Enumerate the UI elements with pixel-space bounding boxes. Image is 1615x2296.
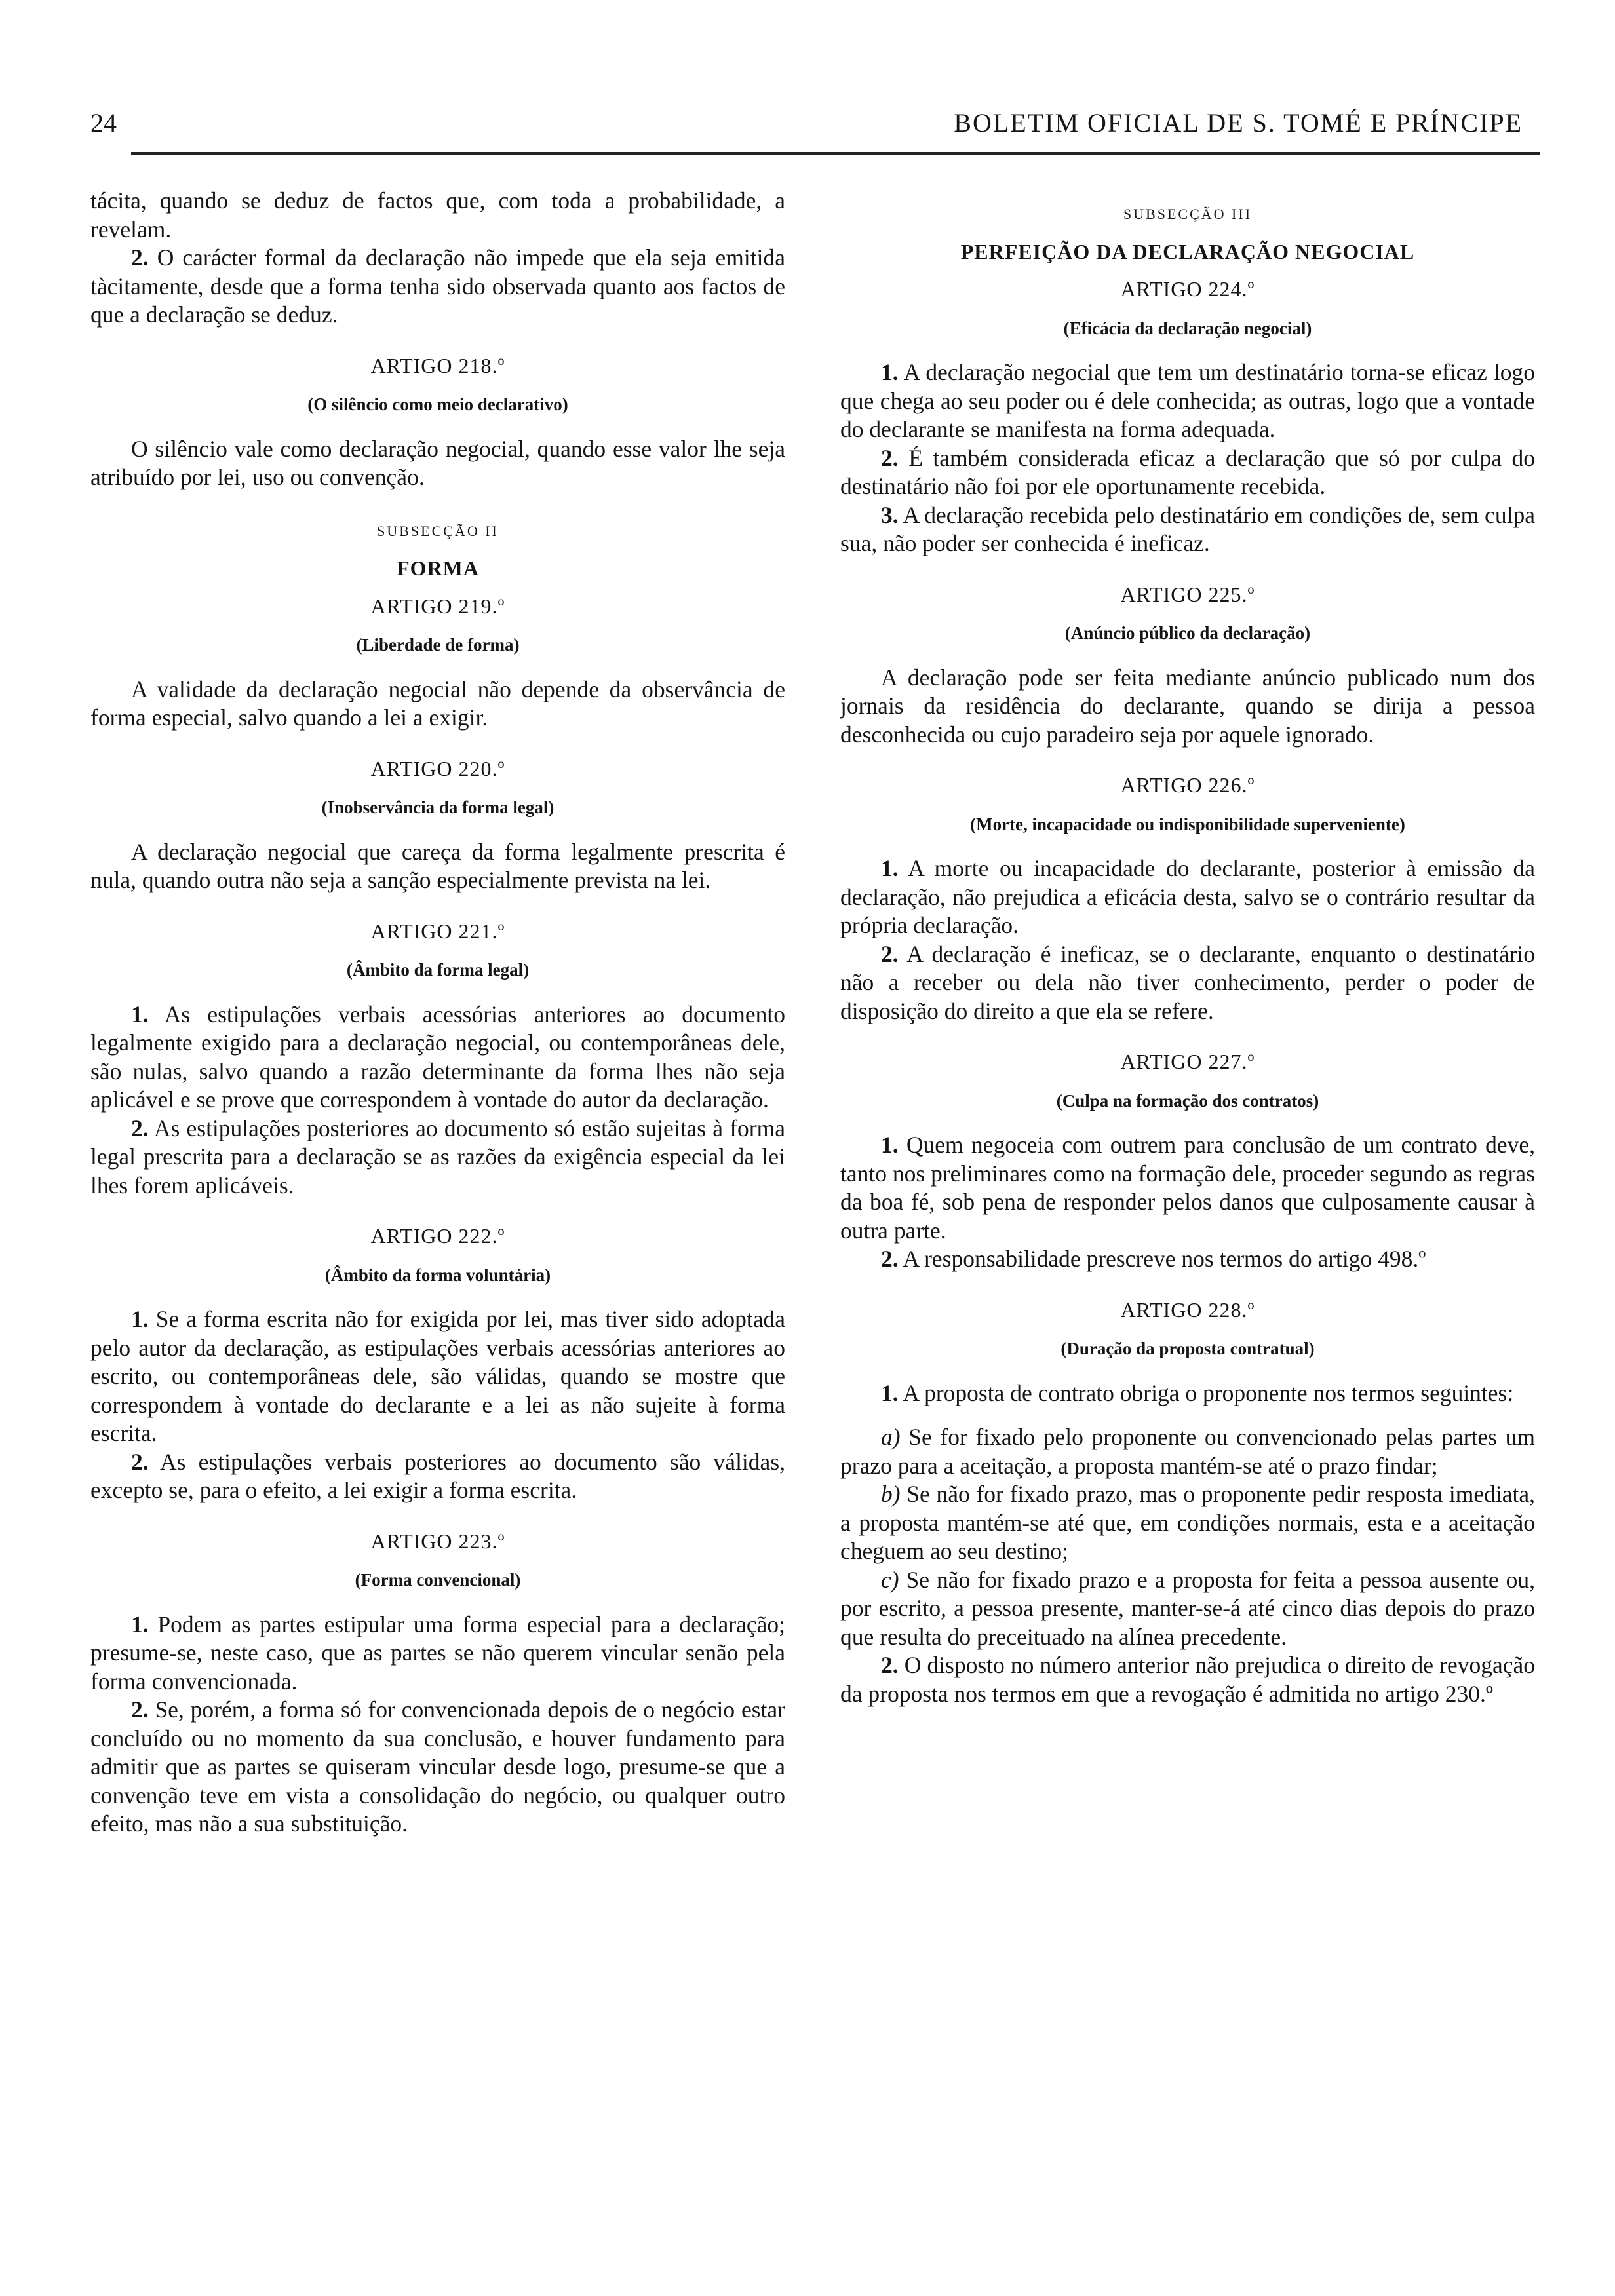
article-title: ARTIGO 225.º — [1120, 582, 1255, 606]
article-item — [90, 1305, 785, 1448]
item-number: 1. — [881, 359, 899, 385]
article-title: ARTIGO 221.º — [370, 919, 505, 943]
article-item — [840, 358, 1535, 444]
article-item — [840, 940, 1535, 1026]
article-heading: (O silêncio como meio declarativo) — [307, 394, 568, 414]
item-number: 1. — [131, 1306, 149, 1332]
article-heading: (Anúncio público da declaração) — [1064, 623, 1311, 643]
article-225 — [840, 581, 1535, 750]
item-text: A declaração negocial que tem um destinatário torna-se eficaz logo que chega ao seu poder ou é dele conhecida; as outras, logo que a vontade do declarante se manifesta na forma adequada. — [840, 359, 1535, 442]
item-text: A proposta de contrato obriga o proponente nos termos seguintes: — [903, 1379, 1514, 1406]
article-222 — [90, 1222, 785, 1505]
item-number: 2. — [131, 1696, 149, 1723]
subsection-label: SUBSECÇÃO II — [377, 522, 499, 539]
alinea-text: Se for fixado pelo proponente ou convencionado pelas partes um prazo para a aceitação, a proposta mantém-se até o prazo findar; — [840, 1424, 1535, 1479]
item-number: 2. — [881, 1652, 899, 1678]
alinea-c — [840, 1566, 1535, 1652]
right-column — [840, 187, 1535, 1708]
article-221 — [90, 917, 785, 1200]
article-title: ARTIGO 226.º — [1120, 773, 1255, 797]
item-number: 3. — [881, 501, 899, 528]
item-number: 2. — [131, 1115, 149, 1141]
header-rule — [131, 152, 1540, 155]
article-228 — [840, 1296, 1535, 1709]
item-number: 1. — [881, 1132, 899, 1158]
item-text: Se, porém, a forma só for convencionada depois de o negócio estar concluído ou no momento da sua conclusão, e houver fundamento para admitir que as partes se quiseram vincular desde logo, presume-se que a convenção teve em vista a consolidação do negócio, ou qualquer outro efeito, mas não a sua substituição. — [90, 1696, 785, 1837]
alinea-label: b) — [881, 1481, 901, 1507]
article-heading: (Âmbito da forma legal) — [346, 960, 530, 980]
item-number: 2. — [131, 1448, 149, 1475]
item-text: A declaração é ineficaz, se o declarante, enquanto o destinatário não a receber ou dela não tiver conhecimento, perder o poder de disposição do direito a que ela se refere. — [840, 940, 1535, 1024]
alinea-text: Se não for fixado prazo, mas o proponente pedir resposta imediata, a proposta mantém-se até que, em condições normais, esta e a aceitação cheguem ao seu destino; — [840, 1481, 1535, 1564]
carry-over-item-2 — [90, 244, 785, 330]
article-item — [840, 1651, 1535, 1708]
item-text: Se a forma escrita não for exigida por lei, mas tiver sido adoptada pelo autor da declaração, as estipulações verbais acessórias anteriores ao escrito, ou contemporâneas dele, são válidas, quando se mostre que correspondem à vontade do declarante e a lei as não sujeite à forma escrita. — [90, 1306, 785, 1446]
item-text: As estipulações verbais posteriores ao documento são válidas, excepto se, para o efeito, a lei exigir a forma escrita. — [90, 1448, 785, 1503]
article-item — [90, 1611, 785, 1696]
article-227 — [840, 1048, 1535, 1274]
alinea-a — [840, 1423, 1535, 1480]
item-text: O carácter formal da declaração não impede que ela seja emitida tàcitamente, desde que a forma tenha sido observada quanto aos factos de que a declaração se deduz. — [90, 244, 786, 328]
article-title: ARTIGO 219.º — [370, 594, 505, 618]
article-heading: (Âmbito da forma voluntária) — [324, 1265, 551, 1285]
item-text: A declaração recebida pelo destinatário em condições de, sem culpa sua, não poder ser conhecida é ineficaz. — [840, 501, 1535, 556]
article-title: ARTIGO 227.º — [1120, 1050, 1255, 1073]
article-224 — [840, 275, 1535, 558]
item-text: O disposto no número anterior não prejudica o direito de revogação da proposta nos termos em que a revogação é admitida no artigo 230.º — [840, 1652, 1535, 1707]
article-heading: (Liberdade de forma) — [356, 635, 520, 655]
article-item — [840, 1245, 1535, 1274]
article-title: ARTIGO 224.º — [1120, 277, 1255, 301]
article-item — [840, 854, 1535, 940]
article-item — [840, 1131, 1535, 1245]
item-text: Quem negoceia com outrem para conclusão de um contrato deve, tanto nos preliminares como na formação dele, proceder segundo as regras da boa fé, sob pena de responder pelos danos que culposamente causar à outra parte. — [840, 1132, 1536, 1244]
alinea-text: Se não for fixado prazo e a proposta for feita a pessoa ausente ou, por escrito, a pessoa presente, manter-se-á até cinco dias depois do prazo que resulta do preceituado na alínea precedente. — [840, 1566, 1536, 1650]
subsection-label: SUBSECÇÃO III — [1123, 206, 1253, 222]
article-heading: (Culpa na formação dos contratos) — [1056, 1090, 1319, 1111]
item-number: 2. — [881, 1246, 899, 1272]
article-heading: (Duração da proposta contratual) — [1060, 1339, 1315, 1358]
article-item — [840, 1379, 1535, 1408]
alinea-label: c) — [881, 1566, 899, 1593]
article-heading: (Morte, incapacidade ou indisponibilidade superveniente) — [970, 814, 1405, 834]
item-number: 2. — [881, 940, 899, 967]
article-218 — [90, 352, 785, 492]
item-number: 1. — [881, 855, 899, 881]
item-text: A responsabilidade prescreve nos termos do artigo 498.º — [903, 1246, 1426, 1272]
article-item — [840, 501, 1535, 558]
alinea-label: a) — [881, 1424, 901, 1450]
item-text: A morte ou incapacidade do declarante, posterior à emissão da declaração, não prejudica a eficácia desta, salvo se o contrário resultar da própria declaração. — [840, 855, 1536, 938]
article-heading: (Forma convencional) — [355, 1570, 521, 1590]
item-text: É também considerada eficaz a declaração que só por culpa do destinatário não foi por ele oportunamente recebida. — [840, 444, 1536, 499]
article-item — [90, 1696, 785, 1839]
article-226 — [840, 771, 1535, 1025]
article-title: ARTIGO 220.º — [370, 756, 505, 780]
article-item — [840, 444, 1535, 501]
article-item — [90, 1448, 785, 1505]
item-text: Podem as partes estipular uma forma especial para a declaração; presume-se, neste caso, que as partes se não querem vincular senão pela forma convencionada. — [90, 1611, 785, 1694]
article-item — [90, 1115, 785, 1200]
alinea-b — [840, 1480, 1535, 1566]
item-text: As estipulações verbais acessórias anteriores ao documento legalmente exigido para a declaração negocial, ou contemporâneas dele, são nulas, salvo quando a razão determinante da forma lhes não seja aplicável e se prove que correspondem à vontade do autor da declaração. — [90, 1001, 785, 1113]
spacer — [840, 1407, 1535, 1423]
article-title: ARTIGO 228.º — [1120, 1297, 1255, 1322]
article-title: ARTIGO 223.º — [370, 1529, 505, 1553]
item-number: 1. — [131, 1611, 149, 1637]
running-title: BOLETIM OFICIAL DE S. TOMÉ E PRÍNCIPE — [954, 108, 1523, 138]
article-text: O silêncio vale como declaração negocial, quando esse valor lhe seja atribuído por lei, uso ou convenção. — [90, 435, 785, 490]
article-heading: (Eficácia da declaração negocial) — [1063, 318, 1312, 338]
article-219 — [90, 592, 785, 733]
page-header — [90, 98, 1523, 144]
article-heading: (Inobservância da forma legal) — [321, 797, 555, 817]
item-text: As estipulações posteriores ao documento só estão sujeitas à forma legal prescrita para a declaração se as razões da exigência especial da lei lhes forem aplicáveis. — [90, 1115, 785, 1198]
article-223 — [90, 1527, 785, 1839]
article-text: A declaração pode ser feita mediante anúncio publicado num dos jornais da residência do declarante, quando se dirija a pessoa desconhecida ou cujo paradeiro seja por aquele ignorado. — [840, 664, 1535, 748]
item-number: 2. — [131, 244, 149, 271]
article-text: A declaração negocial que careça da forma legalmente prescrita é nula, quando outra não seja a sanção especialmente prevista na lei. — [90, 838, 785, 893]
left-column — [90, 187, 785, 1839]
item-number: 1. — [131, 1001, 149, 1027]
carry-over-paragraph: tácita, quando se deduz de factos que, com toda a probabilidade, a revelam. — [90, 187, 785, 242]
article-item — [90, 1001, 785, 1115]
article-title: ARTIGO 222.º — [370, 1224, 505, 1248]
article-title: ARTIGO 218.º — [370, 353, 505, 377]
article-text: A validade da declaração negocial não depende da observância de forma especial, salvo quando a lei a exigir. — [90, 676, 785, 731]
page-number: 24 — [90, 108, 117, 138]
subsection-title: FORMA — [397, 556, 479, 580]
item-number: 1. — [881, 1379, 899, 1406]
item-number: 2. — [881, 444, 899, 471]
article-220 — [90, 755, 785, 895]
subsection-title: PERFEIÇÃO DA DECLARAÇÃO NEGOCIAL — [960, 239, 1415, 263]
